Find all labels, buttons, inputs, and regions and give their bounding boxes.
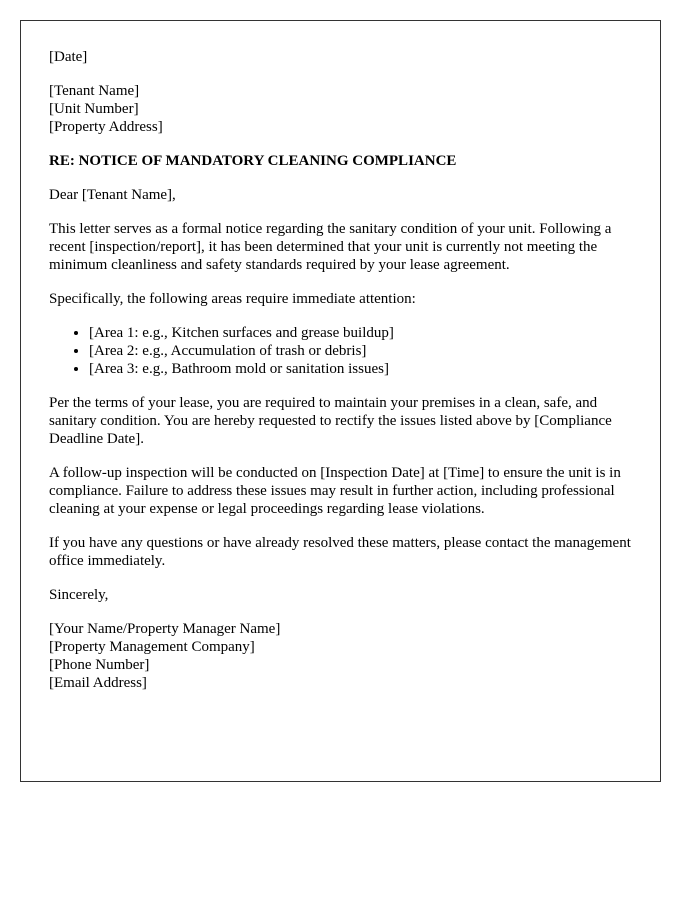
signature-email: [Email Address] bbox=[49, 675, 147, 691]
list-item: • [Area 3: e.g., Bathroom mold or sanitation issues] bbox=[89, 360, 632, 378]
recipient-name: [Tenant Name] bbox=[49, 83, 140, 99]
list-item: • [Area 1: e.g., Kitchen surfaces and grease buildup] bbox=[89, 324, 632, 342]
letter bbox=[20, 20, 661, 782]
signature-name: [Your Name/Property Manager Name] bbox=[49, 621, 281, 637]
body-paragraph: A follow-up inspection will be conducted on [Inspection Date] at [Time] to ensure the unit is in compliance. Failure to address these issues may result in further action, including professional cleaning at your expense or legal proceedings regarding lease violations. bbox=[49, 465, 621, 517]
recipient-block bbox=[49, 82, 632, 136]
body-paragraph: If you have any questions or have already resolved these matters, please contact the management office immediately. bbox=[49, 535, 631, 569]
signature-phone: [Phone Number] bbox=[49, 657, 150, 673]
areas-list bbox=[49, 324, 632, 378]
closing: Sincerely, bbox=[49, 587, 109, 603]
signature-company: [Property Management Company] bbox=[49, 639, 255, 655]
body-paragraph: This letter serves as a formal notice regarding the sanitary condition of your unit. Following a recent [inspection/report], it has been determined that your unit is currently not meeting the minimum cleanliness and safety standards required by your lease agreement. bbox=[49, 221, 612, 273]
recipient-unit: [Unit Number] bbox=[49, 101, 139, 117]
date: [Date] bbox=[49, 49, 88, 65]
recipient-address: [Property Address] bbox=[49, 119, 163, 135]
salutation: Dear [Tenant Name], bbox=[49, 187, 176, 203]
list-item: • [Area 2: e.g., Accumulation of trash or debris] bbox=[89, 342, 632, 360]
body-paragraph: Per the terms of your lease, you are required to maintain your premises in a clean, safe, and sanitary condition. You are hereby requested to rectify the issues listed above by [Compliance Deadline Date]. bbox=[49, 395, 612, 447]
subject-line: RE: NOTICE OF MANDATORY CLEANING COMPLIANCE bbox=[49, 153, 457, 169]
body-paragraph: Specifically, the following areas require immediate attention: bbox=[49, 291, 416, 307]
signature-block bbox=[49, 620, 632, 692]
